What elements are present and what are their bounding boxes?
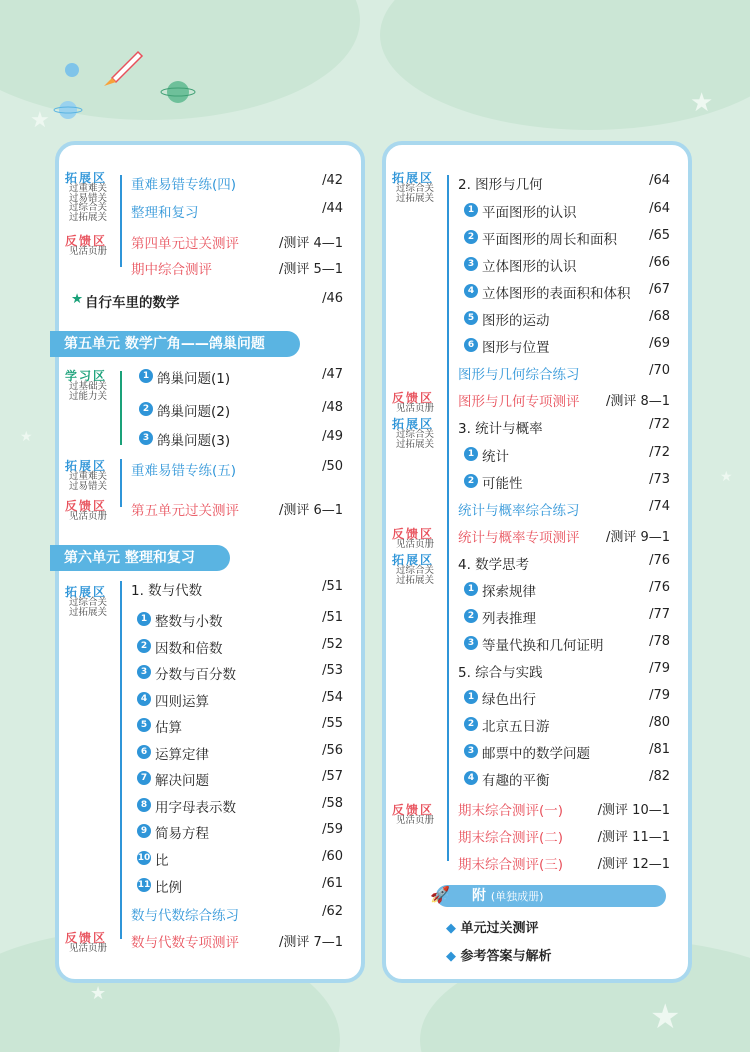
toc-entry[interactable] <box>59 792 361 818</box>
entry-page: /57 <box>322 769 343 784</box>
entry-page: /52 <box>322 637 343 652</box>
item-number-badge: 3 <box>464 636 478 650</box>
toc-entry[interactable] <box>59 659 361 685</box>
entry-page: /80 <box>649 715 670 730</box>
entry-title: 重难易错专练(四) <box>131 177 237 193</box>
entry-page: /67 <box>649 282 670 297</box>
toc-entry[interactable] <box>386 468 688 494</box>
entry-page: /76 <box>649 553 670 568</box>
entry-page: /58 <box>322 796 343 811</box>
entry-title: 可能性 <box>482 476 523 492</box>
appendix-item[interactable] <box>446 917 539 936</box>
zone-sublabel: 过拓展关 <box>396 574 435 586</box>
zone-sublabel: 过综合关 <box>69 202 108 213</box>
item-number-badge: 6 <box>137 745 151 759</box>
entry-title: 期中综合测评 <box>131 262 212 278</box>
entry-title: 重难易错专练(五) <box>131 463 237 479</box>
rocket-planets-illustration <box>50 40 210 130</box>
zone-label: 学习区 <box>65 369 108 383</box>
zone-label: 拓展区 <box>65 459 108 473</box>
star-decoration-icon: ★ <box>650 997 681 1037</box>
entry-page: /50 <box>322 459 343 474</box>
entry-title: 鸽巢问题(3) <box>157 433 231 449</box>
item-number-badge: 3 <box>137 665 151 679</box>
entry-title: 期末综合测评(二) <box>458 830 564 846</box>
item-number-badge: 4 <box>137 692 151 706</box>
entry-title: 平面图形的认识 <box>482 205 577 221</box>
entry-page: /62 <box>322 904 343 919</box>
toc-entry[interactable] <box>59 739 361 765</box>
appendix-subtitle: (单独成册) <box>490 890 544 903</box>
entry-title: 立体图形的认识 <box>482 259 577 275</box>
zone-sublabel: 过重难关 <box>69 471 108 482</box>
item-number-badge: 11 <box>137 880 151 890</box>
entry-title: 绿色出行 <box>482 692 536 708</box>
star-decoration-icon: ★ <box>30 108 50 133</box>
entry-title: 统计与概率综合练习 <box>458 503 580 519</box>
toc-entry[interactable] <box>386 603 688 629</box>
item-number-badge: 8 <box>137 798 151 812</box>
entry-title: 5. 综合与实践 <box>458 665 543 681</box>
toc-entry[interactable] <box>386 305 688 331</box>
zone-sublabel: 过综合关 <box>396 183 435 194</box>
entry-title: 简易方程 <box>155 826 209 842</box>
entry-page: /76 <box>649 580 670 595</box>
toc-entry[interactable] <box>386 251 688 277</box>
entry-page: /69 <box>649 336 670 351</box>
appendix-item[interactable] <box>446 945 552 964</box>
zone-label: 反馈区 <box>65 234 108 248</box>
entry-title: 立体图形的表面积和体积 <box>482 286 631 302</box>
toc-entry[interactable] <box>386 765 688 791</box>
entry-page: /51 <box>322 579 343 594</box>
entry-title: 探索规律 <box>482 584 536 600</box>
entry-title: 第五单元过关测评 <box>131 503 239 519</box>
entry-page: /72 <box>649 445 670 460</box>
appendix-header[interactable] <box>436 885 666 907</box>
toc-entry[interactable] <box>386 630 688 656</box>
entry-page: /61 <box>322 876 343 891</box>
zone-sublabel: 过拓展关 <box>396 192 435 204</box>
entry-page: /53 <box>322 663 343 678</box>
entry-title: 解决问题 <box>155 773 209 789</box>
item-number-badge: 2 <box>137 639 151 653</box>
toc-entry[interactable] <box>386 224 688 250</box>
entry-title: 鸽巢问题(1) <box>157 371 231 387</box>
star-icon: ★ <box>71 291 84 307</box>
entry-page: /73 <box>649 472 670 487</box>
toc-entry[interactable] <box>386 495 688 521</box>
item-number-badge: 3 <box>464 744 478 758</box>
entry-page: /44 <box>322 201 343 216</box>
entry-title: 因数和倍数 <box>155 641 223 657</box>
zone-sublabel: 过易错关 <box>69 480 108 492</box>
entry-title: 列表推理 <box>482 611 536 627</box>
entry-page: /49 <box>322 429 343 444</box>
entry-page: /测评 8—1 <box>605 394 670 409</box>
entry-title: 期末综合测评(三) <box>458 857 564 873</box>
item-number-badge: 10 <box>137 853 151 863</box>
toc-entry[interactable] <box>386 332 688 358</box>
item-number-badge: 3 <box>139 431 153 445</box>
entry-page: /64 <box>649 201 670 216</box>
entry-title: 分数与百分数 <box>155 667 236 683</box>
star-decoration-icon: ★ <box>90 983 107 1004</box>
item-number-badge: 7 <box>137 771 151 785</box>
zone-sublabel: 过基础关 <box>69 381 108 392</box>
entry-title: 有趣的平衡 <box>482 773 550 789</box>
appendix-item-label: 单元过关测评 <box>460 921 539 936</box>
entry-page: /65 <box>649 228 670 243</box>
toc-entry[interactable] <box>59 900 361 926</box>
zone-label: 拓展区 <box>65 585 108 599</box>
zone-sublabel: 过拓展关 <box>396 438 435 450</box>
entry-title: 北京五日游 <box>482 719 550 735</box>
zone-label: 拓展区 <box>392 417 435 431</box>
entry-page: /测评 5—1 <box>278 262 343 277</box>
entry-title: 第四单元过关测评 <box>131 236 239 252</box>
zone-sublabel: 过易错关 <box>69 192 108 204</box>
entry-page: /48 <box>322 400 343 415</box>
entry-title: 平面图形的周长和面积 <box>482 232 617 248</box>
entry-page: /72 <box>649 417 670 432</box>
entry-page: /42 <box>322 173 343 188</box>
entry-title: 自行车里的数学 <box>85 295 180 311</box>
entry-title: 2. 图形与几何 <box>458 177 543 193</box>
item-number-badge: 9 <box>137 824 151 838</box>
entry-title: 邮票中的数学问题 <box>482 746 590 762</box>
star-decoration-icon: ★ <box>720 469 733 485</box>
zone-sublabel: 过综合关 <box>69 597 108 608</box>
entry-page: /测评 9—1 <box>605 530 670 545</box>
entry-page: /81 <box>649 742 670 757</box>
item-number-badge: 1 <box>139 369 153 383</box>
zone-label: 拓展区 <box>392 171 435 185</box>
zone-label: 反馈区 <box>392 527 435 541</box>
item-number-badge: 1 <box>464 582 478 596</box>
entry-page: /46 <box>322 291 343 306</box>
appendix-item-icon: ◆ <box>446 949 461 964</box>
item-number-badge: 1 <box>137 612 151 626</box>
item-number-badge: 2 <box>464 609 478 623</box>
item-number-badge: 3 <box>464 257 478 271</box>
entry-page: /47 <box>322 367 343 382</box>
entry-title: 估算 <box>155 720 182 736</box>
toc-entry[interactable] <box>59 872 361 898</box>
rocket-icon: 🚀 <box>430 885 450 904</box>
toc-entry[interactable] <box>59 712 361 738</box>
entry-page: /测评 11—1 <box>597 830 670 845</box>
item-number-badge: 2 <box>464 717 478 731</box>
item-number-badge: 4 <box>464 771 478 785</box>
item-number-badge: 1 <box>464 447 478 461</box>
star-decoration-icon: ★ <box>690 88 714 118</box>
zone-sublabel: 见活页册 <box>396 815 435 826</box>
entry-page: /79 <box>649 688 670 703</box>
toc-panel-left <box>55 141 365 983</box>
toc-entry[interactable] <box>386 657 688 683</box>
appendix-item-label: 参考答案与解析 <box>460 949 552 964</box>
entry-page: /测评 10—1 <box>597 803 670 818</box>
toc-entry[interactable] <box>59 765 361 791</box>
toc-entry[interactable] <box>59 287 361 313</box>
entry-page: /56 <box>322 743 343 758</box>
appendix-item-icon: ◆ <box>446 921 461 936</box>
entry-page: /测评 6—1 <box>278 503 343 518</box>
entry-title: 整理和复习 <box>131 205 199 221</box>
zone-label: 反馈区 <box>65 931 108 945</box>
toc-panel-right <box>382 141 692 983</box>
entry-page: /68 <box>649 309 670 324</box>
item-number-badge: 6 <box>464 338 478 352</box>
zone-sublabel: 过拓展关 <box>69 606 108 618</box>
entry-title: 比例 <box>155 880 182 896</box>
zone-sublabel: 过综合关 <box>396 429 435 440</box>
zone-label: 反馈区 <box>392 391 435 405</box>
toc-entry[interactable] <box>59 686 361 712</box>
zone-label: 拓展区 <box>392 553 435 567</box>
entry-title: 四则运算 <box>155 694 209 710</box>
zone-label: 反馈区 <box>65 499 108 513</box>
zone-sublabel: 见活页册 <box>396 539 435 550</box>
entry-title: 整数与小数 <box>155 614 223 630</box>
unit-banner[interactable]: 第六单元 整理和复习 <box>50 545 230 571</box>
entry-title: 3. 统计与概率 <box>458 421 543 437</box>
zone-label: 反馈区 <box>392 803 435 817</box>
toc-entry[interactable] <box>59 425 361 451</box>
entry-title: 数与代数综合练习 <box>131 908 239 924</box>
entry-title: 1. 数与代数 <box>131 583 203 599</box>
entry-title: 图形与位置 <box>482 340 550 356</box>
entry-title: 运算定律 <box>155 747 209 763</box>
entry-title: 图形与几何综合练习 <box>458 367 580 383</box>
entry-page: /66 <box>649 255 670 270</box>
entry-page: /54 <box>322 690 343 705</box>
entry-title: 比 <box>155 853 169 869</box>
entry-page: /78 <box>649 634 670 649</box>
zone-sublabel: 过综合关 <box>396 565 435 576</box>
star-decoration-icon: ★ <box>20 429 33 445</box>
entry-page: /测评 7—1 <box>278 935 343 950</box>
zone-sublabel: 见活页册 <box>69 511 108 522</box>
toc-entry[interactable] <box>59 633 361 659</box>
entry-page: /70 <box>649 363 670 378</box>
zone-sublabel: 过重难关 <box>69 183 108 194</box>
entry-page: /74 <box>649 499 670 514</box>
unit-banner[interactable]: 第五单元 数学广角——鸽巢问题 <box>50 331 300 357</box>
entry-title: 统计与概率专项测评 <box>458 530 580 546</box>
toc-entry[interactable] <box>386 849 688 875</box>
item-number-badge: 2 <box>464 474 478 488</box>
entry-title: 图形与几何专项测评 <box>458 394 580 410</box>
entry-page: /82 <box>649 769 670 784</box>
entry-title: 图形的运动 <box>482 313 550 329</box>
entry-page: /77 <box>649 607 670 622</box>
toc-entry[interactable] <box>386 684 688 710</box>
zone-sublabel: 过拓展关 <box>69 211 108 223</box>
entry-page: /测评 12—1 <box>597 857 670 872</box>
item-number-badge: 2 <box>139 402 153 416</box>
entry-title: 期末综合测评(一) <box>458 803 564 819</box>
entry-title: 等量代换和几何证明 <box>482 638 604 654</box>
zone-sublabel: 见活页册 <box>69 246 108 257</box>
entry-page: /测评 4—1 <box>278 236 343 251</box>
toc-entry[interactable] <box>386 359 688 385</box>
toc-entry[interactable] <box>386 738 688 764</box>
toc-entry[interactable] <box>386 278 688 304</box>
entry-title: 数与代数专项测评 <box>131 935 239 951</box>
toc-entry[interactable] <box>59 818 361 844</box>
toc-entry[interactable] <box>59 254 361 280</box>
item-number-badge: 4 <box>464 284 478 298</box>
entry-title: 鸽巢问题(2) <box>157 404 231 420</box>
zone-sublabel: 见活页册 <box>396 403 435 414</box>
item-number-badge: 1 <box>464 203 478 217</box>
item-number-badge: 5 <box>137 718 151 732</box>
zone-label: 拓展区 <box>65 171 108 185</box>
zone-sublabel: 过能力关 <box>69 390 108 402</box>
toc-entry[interactable] <box>59 845 361 871</box>
item-number-badge: 5 <box>464 311 478 325</box>
entry-page: /79 <box>649 661 670 676</box>
item-number-badge: 2 <box>464 230 478 244</box>
entry-page: /64 <box>649 173 670 188</box>
toc-entry[interactable] <box>386 711 688 737</box>
entry-title: 用字母表示数 <box>155 800 236 816</box>
entry-page: /51 <box>322 610 343 625</box>
entry-title: 统计 <box>482 449 509 465</box>
entry-page: /55 <box>322 716 343 731</box>
item-number-badge: 1 <box>464 690 478 704</box>
appendix-title: 附 <box>472 888 486 904</box>
entry-title: 4. 数学思考 <box>458 557 530 573</box>
entry-page: /60 <box>322 849 343 864</box>
zone-sublabel: 见活页册 <box>69 943 108 954</box>
entry-page: /59 <box>322 822 343 837</box>
